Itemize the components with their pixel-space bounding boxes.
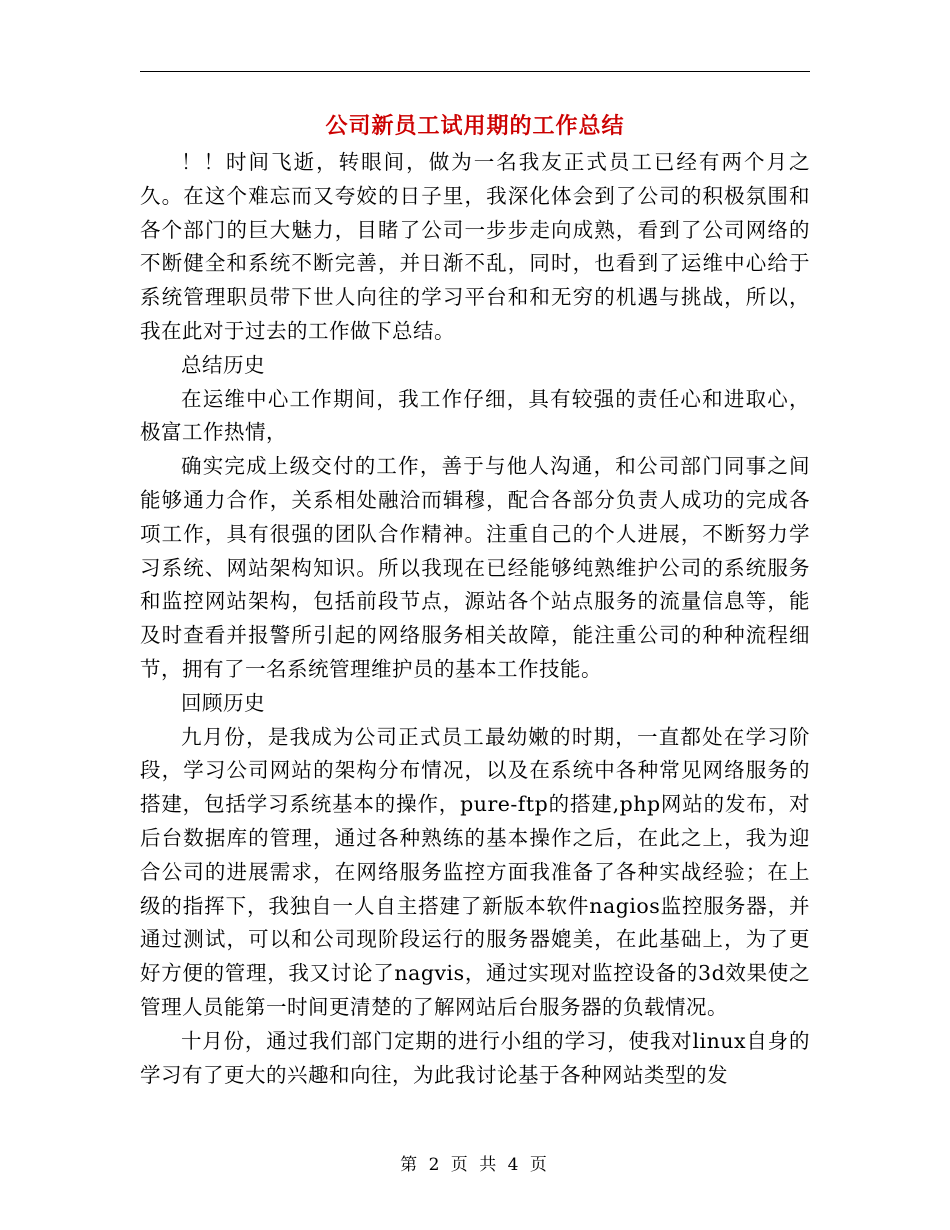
paragraph-teamwork: 确实完成上级交付的工作，善于与他人沟通，和公司部门同事之间能够通力合作，关系相处融洽而辑穆，配合各部分负责人成功的完成各项工作，具有很强的团队合作精神。注重自己的个人进展，不断努力学习系统、网站架构知识。所以我现在已经能够纯熟维护公司的系统服务和监控网站架构，包括前段节点，源站各个站点服务的流量信息等，能及时查看并报警所引起的网络服务相关故障，能注重公司的种种流程细节，拥有了一名系统管理维护员的基本工作技能。: [140, 454, 810, 681]
paragraph-october: 十月份，通过我们部门定期的进行小组的学习，使我对linux自身的学习有了更大的兴趣和向往，为此我讨论基于各种网站类型的发: [140, 1028, 810, 1087]
page-number-footer: 第 2 页 共 4 页: [400, 1155, 550, 1175]
paragraph-work-attitude: 在运维中心工作期间，我工作仔细，具有较强的责任心和进取心，极富工作热情，: [140, 386, 810, 445]
document-title: 公司新员工试用期的工作总结: [325, 113, 625, 139]
paragraph-intro: ！！时间飞逝，转眼间，做为一名我友正式员工已经有两个月之久。在这个难忘而又夸姣的日子里，我深化体会到了公司的积极氛围和各个部门的巨大魅力，目睹了公司一步步走向成熟，看到了公司网络的不断健全和系统不断完善，并日渐不乱，同时，也看到了运维中心给于系统管理职员带下世人向往的学习平台和和无穷的机遇与挑战，所以，我在此对于过去的工作做下总结。: [140, 150, 810, 343]
paragraph-september: 九月份，是我成为公司正式员工最幼嫩的时期，一直都处在学习阶段，学习公司网站的架构分布情况，以及在系统中各种常见网络服务的搭建，包括学习系统基本的操作，pure-ftp的搭建,php网站的发布，对后台数据库的管理，通过各种熟练的基本操作之后，在此之上，我为迎合公司的进展需求，在网络服务监控方面我准备了各种实战经验；在上级的指挥下，我独自一人自主搭建了新版本软件nagios监控服务器，并通过测试，可以和公司现阶段运行的服务器媲美，在此基础上，为了更好方便的管理，我又讨论了nagvis，通过实现对监控设备的3d效果使之管理人员能第一时间更清楚的了解网站后台服务器的负载情况。: [140, 724, 810, 1019]
header-rule: [140, 71, 810, 72]
section-heading-summary: 总结历史: [181, 352, 265, 377]
section-heading-review: 回顾历史: [181, 690, 265, 715]
document-body: [140, 146, 810, 1092]
